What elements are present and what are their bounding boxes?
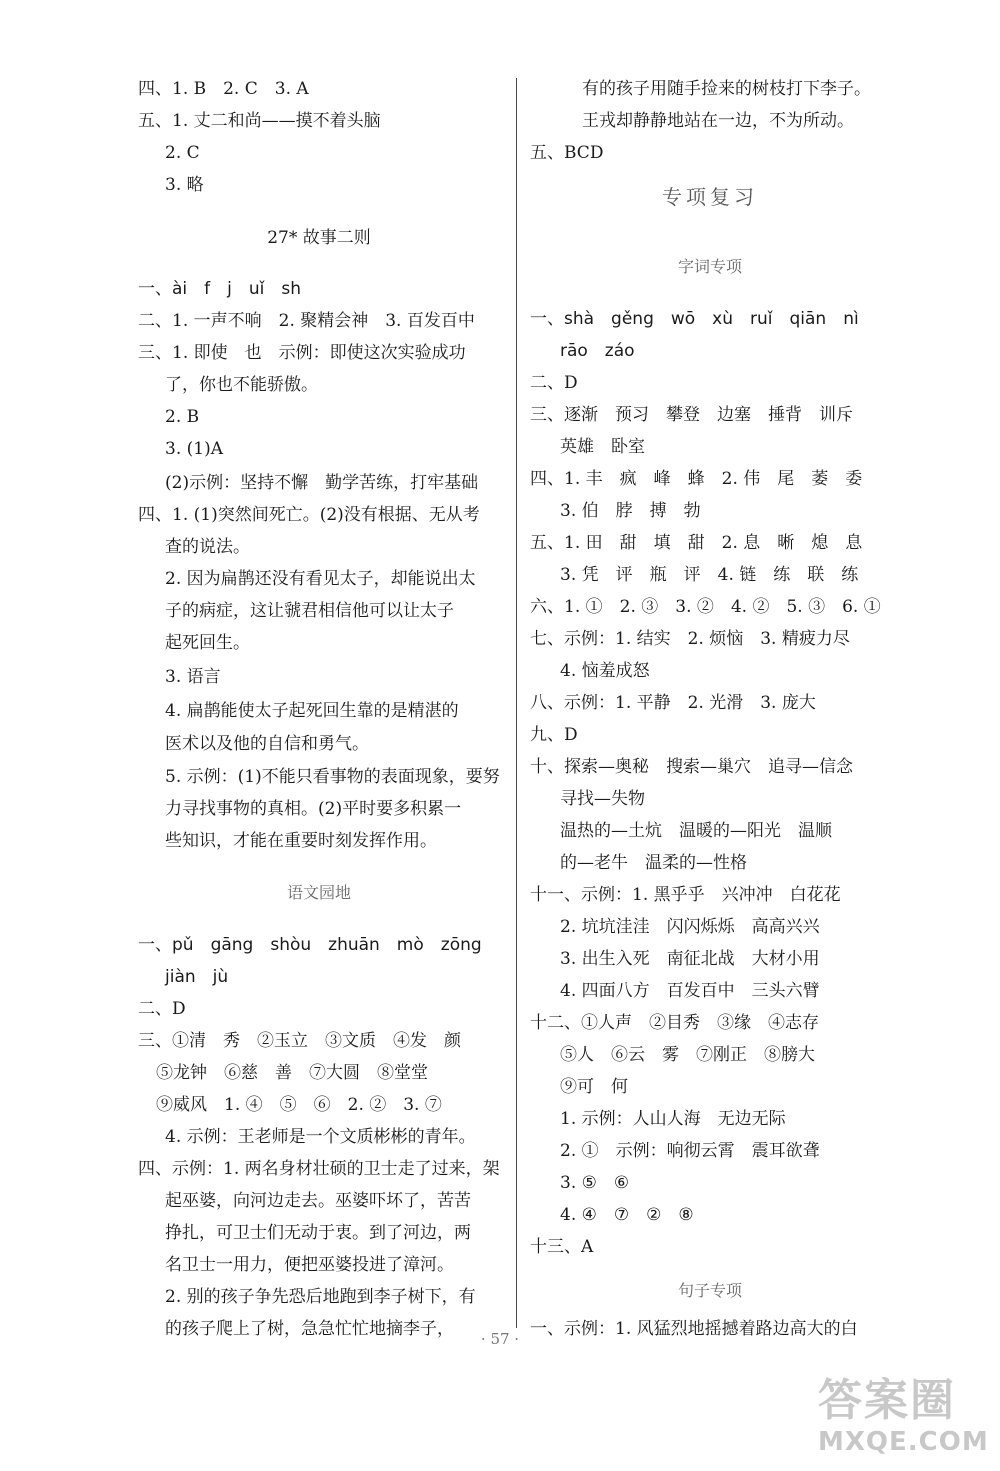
answer-line: ⑤龙钟 ⑥慈 善 ⑦大圆 ⑧堂堂	[156, 1063, 428, 1083]
answer-line: 二、1. 一声不响 2. 聚精会神 3. 百发百中	[138, 311, 475, 331]
answer-line: 的孩子爬上了树，急急忙忙地摘李子，	[165, 1319, 454, 1339]
answer-line: 八、示例：1. 平静 2. 光滑 3. 庞大	[530, 693, 816, 713]
answer-line: 2. 因为扁鹊还没有看见太子，却能说出太	[165, 569, 476, 589]
pinyin-line: 一、pǔ gāng shòu zhuān mò zōng	[138, 935, 482, 955]
pinyin-line: rāo záo	[560, 341, 635, 361]
answer-line: 一、示例：1. 风猛烈地摇撼着路边高大的白	[530, 1319, 858, 1339]
answer-line: 3. 凭 评 瓶 评 4. 链 练 联 练	[560, 565, 859, 585]
answer-line: 二、D	[138, 999, 186, 1019]
answer-line: 2. 别的孩子争先恐后地跑到李子树下，有	[165, 1287, 476, 1307]
answer-line: 3. (1)A	[165, 439, 223, 459]
answer-line: 3. 伯 脖 搏 勃	[560, 501, 701, 521]
answer-line: 力寻找事物的真相。(2)平时要多积累一	[165, 799, 462, 819]
answer-line: 3. 出生入死 南征北战 大材小用	[560, 949, 820, 969]
answer-line: 起巫婆，向河边走去。巫婆吓坏了，苦苦	[165, 1191, 471, 1211]
answer-line: 2. C	[165, 143, 200, 163]
section-title: 句子专项	[677, 1281, 742, 1300]
answer-line: 九、D	[530, 725, 578, 745]
answer-line: 五、BCD	[530, 143, 604, 163]
answer-line: 四、1. (1)突然间死亡。(2)没有根据、无从考	[138, 505, 480, 525]
answer-line: 七、示例：1. 结实 2. 烦恼 3. 精疲力尽	[530, 629, 850, 649]
answer-line: 四、1. B 2. C 3. A	[138, 79, 309, 99]
answer-line: 1. 示例：人山人海 无边无际	[560, 1109, 786, 1129]
answer-line: 名卫士一用力，便把巫婆投进了漳河。	[165, 1255, 454, 1275]
answer-line: 寻找—失物	[560, 789, 645, 809]
answer-line: (2)示例：坚持不懈 勤学苦练，打牢基础	[165, 473, 479, 493]
answer-line: 有的孩子用随手捡来的树枝打下李子。	[582, 79, 871, 99]
pinyin-line: 一、shà gěng wō xù ruǐ qiān nì	[530, 309, 859, 329]
column-divider	[516, 78, 517, 1328]
answer-line: 医术以及他的自信和勇气。	[165, 734, 369, 754]
answer-line: 二、D	[530, 373, 578, 393]
answer-line: 三、逐渐 预习 攀登 边塞 捶背 训斥	[530, 405, 853, 425]
section-title: 27* 故事二则	[267, 228, 371, 248]
answer-line: 子的病症，这让虢君相信他可以让太子	[165, 601, 454, 621]
chapter-title: 专项复习	[662, 185, 758, 209]
answer-line: 查的说法。	[165, 537, 250, 557]
watermark-title: 答案圈	[818, 1375, 956, 1426]
answer-line: 王戎却静静地站在一边，不为所动。	[582, 111, 854, 131]
answer-line: 起死回生。	[165, 633, 250, 653]
answer-line: 4. ④ ⑦ ② ⑧	[560, 1205, 694, 1225]
answer-line: 六、1. ① 2. ③ 3. ② 4. ② 5. ③ 6. ①	[530, 597, 881, 617]
answer-line: 四、示例：1. 两名身材壮硕的卫士走了过来，架	[138, 1159, 500, 1179]
answer-line: 4. 扁鹊能使太子起死回生靠的是精湛的	[165, 701, 459, 721]
answer-line: 4. 恼羞成怒	[560, 661, 650, 681]
answer-line: 的—老牛 温柔的—性格	[560, 853, 747, 873]
answer-line: ⑨威风 1. ④ ⑤ ⑥ 2. ② 3. ⑦	[156, 1095, 442, 1115]
page-number: · 57 ·	[480, 1330, 520, 1348]
answer-line: ⑨可 何	[560, 1077, 628, 1097]
answer-line: 三、①清 秀 ②玉立 ③文质 ④发 颜	[138, 1031, 461, 1051]
answer-line: 4. 四面八方 百发百中 三头六臂	[560, 981, 820, 1001]
answer-line: 3. 略	[165, 175, 204, 195]
watermark-url: MXQE.COM	[818, 1427, 989, 1457]
pinyin-line: 一、ài f j uǐ sh	[138, 279, 301, 299]
answer-line: 三、1. 即使 也 示例：即使这次实验成功	[138, 343, 466, 363]
answer-line: 温热的—土炕 温暖的—阳光 温顺	[560, 821, 832, 841]
answer-line: 十三、A	[530, 1237, 594, 1257]
answer-line: 十、探索—奥秘 搜索—巢穴 追寻—信念	[530, 757, 853, 777]
answer-line: 2. ① 示例：响彻云霄 震耳欲聋	[560, 1141, 820, 1161]
answer-line: 十二、①人声 ②目秀 ③缘 ④志存	[530, 1013, 819, 1033]
answer-line: 十一、示例：1. 黑乎乎 兴冲冲 白花花	[530, 885, 841, 905]
answer-line: 英雄 卧室	[560, 437, 645, 457]
answer-line: 了，你也不能骄傲。	[165, 375, 318, 395]
answer-line: ⑤人 ⑥云 雾 ⑦刚正 ⑧膀大	[560, 1045, 815, 1065]
answer-line: 3. ⑤ ⑥	[560, 1173, 630, 1193]
answer-line: 挣扎，可卫士们无动于衷。到了河边，两	[165, 1223, 471, 1243]
answer-line: 四、1. 丰 疯 峰 蜂 2. 伟 尾 萎 委	[530, 469, 863, 489]
answer-line: 2. B	[165, 407, 200, 427]
section-title: 语文园地	[286, 883, 351, 902]
section-title: 字词专项	[677, 257, 742, 276]
answer-line: 3. 语言	[165, 667, 221, 687]
watermark-logo	[818, 1375, 989, 1467]
answer-line: 2. 坑坑洼洼 闪闪烁烁 高高兴兴	[560, 917, 820, 937]
answer-line: 5. 示例：(1)不能只看事物的表面现象，要努	[165, 767, 500, 787]
pinyin-line: jiàn jù	[165, 967, 229, 987]
answer-line: 些知识，才能在重要时刻发挥作用。	[165, 831, 437, 851]
answer-line: 五、1. 田 甜 填 甜 2. 息 晰 熄 息	[530, 533, 863, 553]
answer-line: 五、1. 丈二和尚——摸不着头脑	[138, 111, 381, 131]
answer-line: 4. 示例：王老师是一个文质彬彬的青年。	[165, 1127, 476, 1147]
